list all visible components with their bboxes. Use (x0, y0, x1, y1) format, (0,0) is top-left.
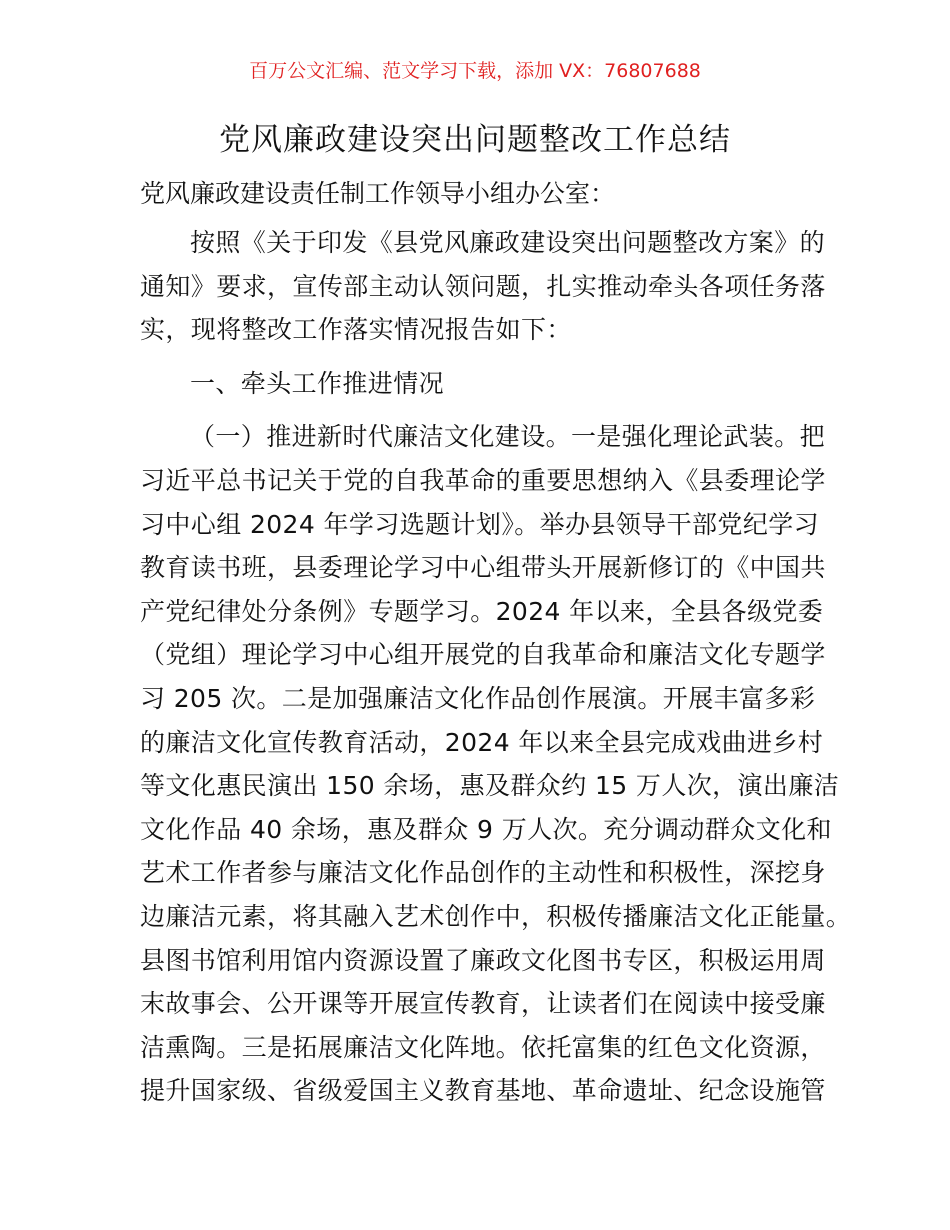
watermark-banner: 百万公文汇编、范文学习下载，添加 VX：76807688 (249, 60, 701, 82)
text-line: （党组）理论学习中心组开展党的自我革命和廉洁文化专题学 (140, 640, 826, 670)
text-line: 末故事会、公开课等开展宣传教育，让读者们在阅读中接受廉 (140, 989, 826, 1019)
text-line: 边廉洁元素，将其融入艺术创作中，积极传播廉洁文化正能量。 (140, 901, 852, 931)
text-line: 的廉洁文化宣传教育活动，2024 年以来全县完成戏曲进乡村 (140, 727, 824, 757)
salutation: 党风廉政建设责任制工作领导小组办公室： (140, 179, 616, 208)
intro-paragraph (140, 221, 830, 352)
text-line: 洁熏陶。三是拓展廉洁文化阵地。依托富集的红色文化资源， (140, 1032, 826, 1062)
text-line: 按照《关于印发《县党风廉政建设突出问题整改方案》的 (190, 228, 826, 257)
text-line: 通知》要求，宣传部主动认领问题，扎实推动牵头各项任务落 (140, 271, 826, 301)
text-line: 等文化惠民演出 150 余场，惠及群众约 15 万人次，演出廉洁 (140, 771, 840, 801)
text-line: 教育读书班，县委理论学习中心组带头开展新修订的《中国共 (140, 553, 826, 583)
text-line: 实，现将整改工作落实情况报告如下： (140, 315, 572, 345)
text-line: 文化作品 40 余场，惠及群众 9 万人次。充分调动群众文化和 (140, 814, 832, 844)
document-body (140, 221, 852, 1113)
section-heading: 一、牵头工作推进情况 (190, 368, 445, 398)
text-line: （一）推进新时代廉洁文化建设。一是强化理论武装。把 (190, 422, 826, 452)
text-line: 艺术工作者参与廉洁文化作品创作的主动性和积极性，深挖身 (140, 858, 826, 888)
text-line: 县图书馆利用馆内资源设置了廉政文化图书专区，积极运用周 (140, 945, 826, 975)
text-line: 习中心组 2024 年学习选题计划》。举办县领导干部党纪学习 (140, 509, 820, 539)
text-line: 习 205 次。二是加强廉洁文化作品创作展演。开展丰富多彩 (140, 683, 816, 713)
paragraph-1 (140, 415, 852, 1113)
text-line: 习近平总书记关于党的自我革命的重要思想纳入《县委理论学 (140, 465, 826, 495)
document-title: 党风廉政建设突出问题整改工作总结 (219, 122, 731, 158)
text-line: 产党纪律处分条例》专题学习。2024 年以来，全县各级党委 (140, 596, 824, 626)
text-line: 提升国家级、省级爱国主义教育基地、革命遗址、纪念设施管 (140, 1076, 826, 1106)
